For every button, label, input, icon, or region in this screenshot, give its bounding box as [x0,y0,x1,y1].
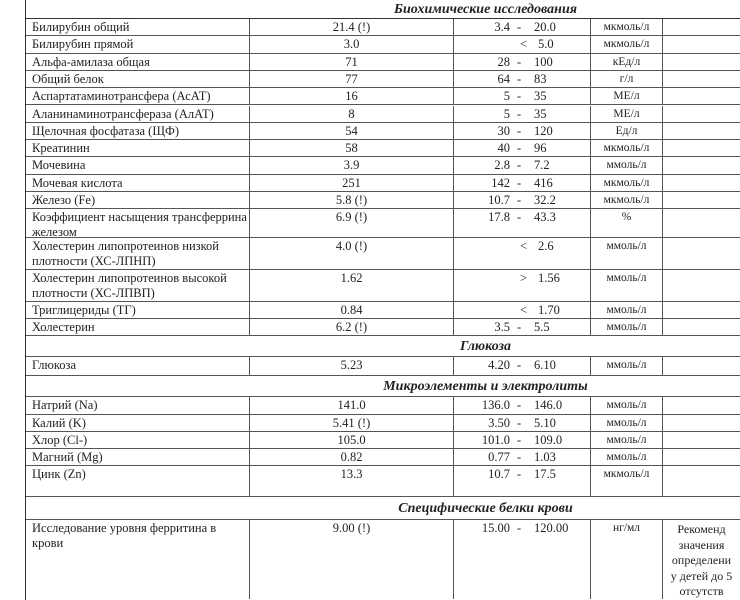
test-name: Билирубин прямой [26,36,250,52]
table-row [26,157,740,174]
reference-range [454,357,591,375]
range-separator: - [517,158,522,173]
result-value: 13.3 [250,466,454,496]
reference-range [454,140,591,156]
test-name: Холестерин липопротеинов низкой плотности (ХС-ЛПНП) [26,238,250,269]
test-name: Билирубин общий [26,19,250,35]
result-value: 3.0 [250,36,454,52]
range-high: 100 [534,54,553,69]
range-high: 1.70 [538,303,560,318]
range-high: 35 [534,106,547,121]
reference-range [454,54,591,70]
result-value: 5.8 (!) [250,192,454,208]
section-header [26,0,740,19]
comment [663,71,740,87]
range-separator: - [517,20,522,34]
range-comparator: > [520,271,528,286]
result-value: 9.00 (!) [250,520,454,599]
reference-range [454,106,591,122]
range-high: 2.6 [538,239,554,254]
result-value: 5.41 (!) [250,415,454,431]
range-high: 5.0 [538,37,554,52]
test-name: Железо (Fe) [26,192,250,208]
reference-range [454,466,591,496]
comment [663,54,740,70]
range-separator: - [517,71,522,86]
unit: ммоль/л [591,415,663,431]
unit: мкмоль/л [591,36,663,52]
range-low: 0.77 [488,450,510,465]
test-name: Мочевая кислота [26,175,250,191]
result-value: 6.2 (!) [250,319,454,335]
range-separator: - [517,467,522,482]
range-low: 40 [497,141,510,156]
test-name: Холестерин [26,319,250,335]
range-high: 43.3 [534,210,556,225]
reference-range [454,319,591,335]
result-value: 54 [250,123,454,139]
table-row [26,397,740,415]
range-separator: - [517,175,522,190]
table-row [26,71,740,88]
result-value: 8 [250,106,454,122]
range-high: 120 [534,123,553,138]
reference-range [454,36,591,52]
table-row [26,36,740,53]
section-title: Специфические белки крови [398,501,573,517]
comment [663,415,740,431]
comment [663,175,740,191]
range-low: 101.0 [481,433,510,448]
comment [663,520,740,599]
reference-range [454,397,591,414]
section-header [26,376,740,397]
reference-range [454,192,591,208]
result-value: 16 [250,88,454,104]
range-separator: - [517,398,522,413]
comment [663,157,740,173]
range-high: 20.0 [534,20,556,34]
test-name: Глюкоза [26,357,250,375]
reference-range [454,270,591,301]
unit: % [591,209,663,237]
comment [663,123,740,139]
range-high: 7.2 [534,158,550,173]
range-low: 2.8 [494,158,510,173]
table-row [26,415,740,432]
unit: мкмоль/л [591,466,663,496]
unit: мкмоль/л [591,140,663,156]
test-name: Креатинин [26,140,250,156]
table-row [26,88,740,105]
reference-range [454,520,591,599]
section-header [26,497,740,520]
unit: г/л [591,71,663,87]
range-separator: - [517,193,522,207]
comment [663,106,740,122]
test-name: Хлор (Cl-) [26,432,250,448]
range-low: 5 [503,106,510,121]
range-high: 5.5 [534,320,550,335]
table-row [26,270,740,302]
unit: ммоль/л [591,357,663,375]
reference-range [454,209,591,237]
table-row [26,449,740,466]
range-high: 35 [534,89,547,104]
reference-range [454,302,591,318]
range-low: 64 [497,71,510,86]
test-name: Натрий (Na) [26,397,250,414]
range-separator: - [517,141,522,156]
range-low: 30 [497,123,510,138]
comment [663,192,740,208]
unit: мкмоль/л [591,175,663,191]
unit: Ед/л [591,123,663,139]
result-value: 105.0 [250,432,454,448]
test-name: Коэффициент насыщения трансферрина железом [26,209,250,237]
comment-line: значения [678,537,725,552]
range-low: 142 [491,175,510,190]
test-name: Аланинаминотрансфераза (АлАТ) [26,106,250,122]
range-high: 83 [534,71,547,86]
table-row [26,123,740,140]
range-comparator: < [520,37,528,52]
table-row [26,175,740,192]
range-high: 17.5 [534,467,556,482]
lab-results-table [25,0,740,600]
table-row [26,192,740,209]
result-value: 141.0 [250,397,454,414]
range-separator: - [517,210,522,225]
range-separator: - [517,416,522,431]
unit: ммоль/л [591,432,663,448]
table-row [26,432,740,449]
unit: мкмоль/л [591,192,663,208]
range-separator: - [517,123,522,138]
test-name: Магний (Mg) [26,449,250,465]
unit: ммоль/л [591,397,663,414]
range-high: 416 [534,175,553,190]
range-comparator: < [520,239,528,254]
range-low: 3.4 [494,20,510,34]
reference-range [454,238,591,269]
table-row [26,466,740,497]
test-name: Аспартатаминотрансфера (АсАТ) [26,88,250,104]
table-row [26,520,740,599]
comment [663,319,740,335]
range-high: 96 [534,141,547,156]
test-name: Исследование уровня ферритина в крови [26,520,250,599]
section-title: Микроэлементы и электролиты [383,379,588,395]
reference-range [454,19,591,35]
unit: ммоль/л [591,449,663,465]
section-title: Глюкоза [460,339,511,355]
range-separator: - [517,89,522,104]
range-high: 1.56 [538,271,560,286]
table-row [26,140,740,157]
range-high: 109.0 [534,433,563,448]
comment [663,209,740,237]
unit: ммоль/л [591,270,663,301]
reference-range [454,432,591,448]
table-row [26,238,740,270]
table-row [26,319,740,336]
comment [663,36,740,52]
section-title: Биохимические исследования [394,2,577,17]
comment [663,140,740,156]
table-row [26,357,740,376]
comment [663,270,740,301]
section-header [26,336,740,357]
comment [663,238,740,269]
unit: ммоль/л [591,302,663,318]
table-row [26,106,740,123]
result-value: 6.9 (!) [250,209,454,237]
range-high: 5.10 [534,416,556,431]
reference-range [454,449,591,465]
range-high: 6.10 [534,358,556,373]
range-high: 146.0 [534,398,563,413]
result-value: 21.4 (!) [250,19,454,35]
range-separator: - [517,450,522,465]
result-value: 251 [250,175,454,191]
result-value: 4.0 (!) [250,238,454,269]
comment-line: определени [671,553,732,568]
unit: ммоль/л [591,238,663,269]
unit: МЕ/л [591,106,663,122]
unit: кЕд/л [591,54,663,70]
comment [663,357,740,375]
result-value: 77 [250,71,454,87]
unit: мкмоль/л [591,19,663,35]
test-name: Щелочная фосфатаза (ЩФ) [26,123,250,139]
test-name: Триглицериды (ТГ) [26,302,250,318]
comment-line: отсутств [679,584,724,599]
range-separator: - [517,54,522,69]
unit: нг/мл [591,520,663,599]
result-value: 0.84 [250,302,454,318]
table-row [26,19,740,36]
test-name: Калий (K) [26,415,250,431]
table-row [26,209,740,238]
comment [663,302,740,318]
range-low: 15.00 [481,521,510,536]
result-value: 3.9 [250,157,454,173]
range-separator: - [517,521,522,536]
unit: ммоль/л [591,157,663,173]
range-low: 10.7 [488,193,510,207]
range-separator: - [517,358,522,373]
range-comparator: < [520,303,528,318]
range-high: 120.00 [534,521,569,536]
result-value: 58 [250,140,454,156]
range-low: 17.8 [488,210,510,225]
comment [663,449,740,465]
unit: МЕ/л [591,88,663,104]
reference-range [454,71,591,87]
comment [663,466,740,496]
reference-range [454,123,591,139]
test-name: Цинк (Zn) [26,466,250,496]
range-low: 4.20 [488,358,510,373]
range-low: 136.0 [481,398,510,413]
table-row [26,54,740,71]
range-low: 5 [503,89,510,104]
reference-range [454,88,591,104]
result-value: 5.23 [250,357,454,375]
range-high: 1.03 [534,450,556,465]
range-low: 28 [497,54,510,69]
range-low: 10.7 [488,467,510,482]
result-value: 71 [250,54,454,70]
comment [663,397,740,414]
table-row [26,302,740,319]
reference-range [454,157,591,173]
result-value: 1.62 [250,270,454,301]
reference-range [454,415,591,431]
range-separator: - [517,433,522,448]
comment-line: у детей до 5 [670,568,733,583]
range-low: 3.50 [488,416,510,431]
range-low: 3.5 [494,320,510,335]
unit: ммоль/л [591,319,663,335]
test-name: Альфа-амилаза общая [26,54,250,70]
result-value: 0.82 [250,449,454,465]
range-high: 32.2 [534,193,556,207]
reference-range [454,175,591,191]
test-name: Холестерин липопротеинов высокой плотности (ХС-ЛПВП) [26,270,250,301]
comment [663,432,740,448]
comment-line: Рекоменд [677,522,726,537]
test-name: Общий белок [26,71,250,87]
comment [663,19,740,35]
comment [663,88,740,104]
test-name: Мочевина [26,157,250,173]
range-separator: - [517,320,522,335]
range-separator: - [517,106,522,121]
